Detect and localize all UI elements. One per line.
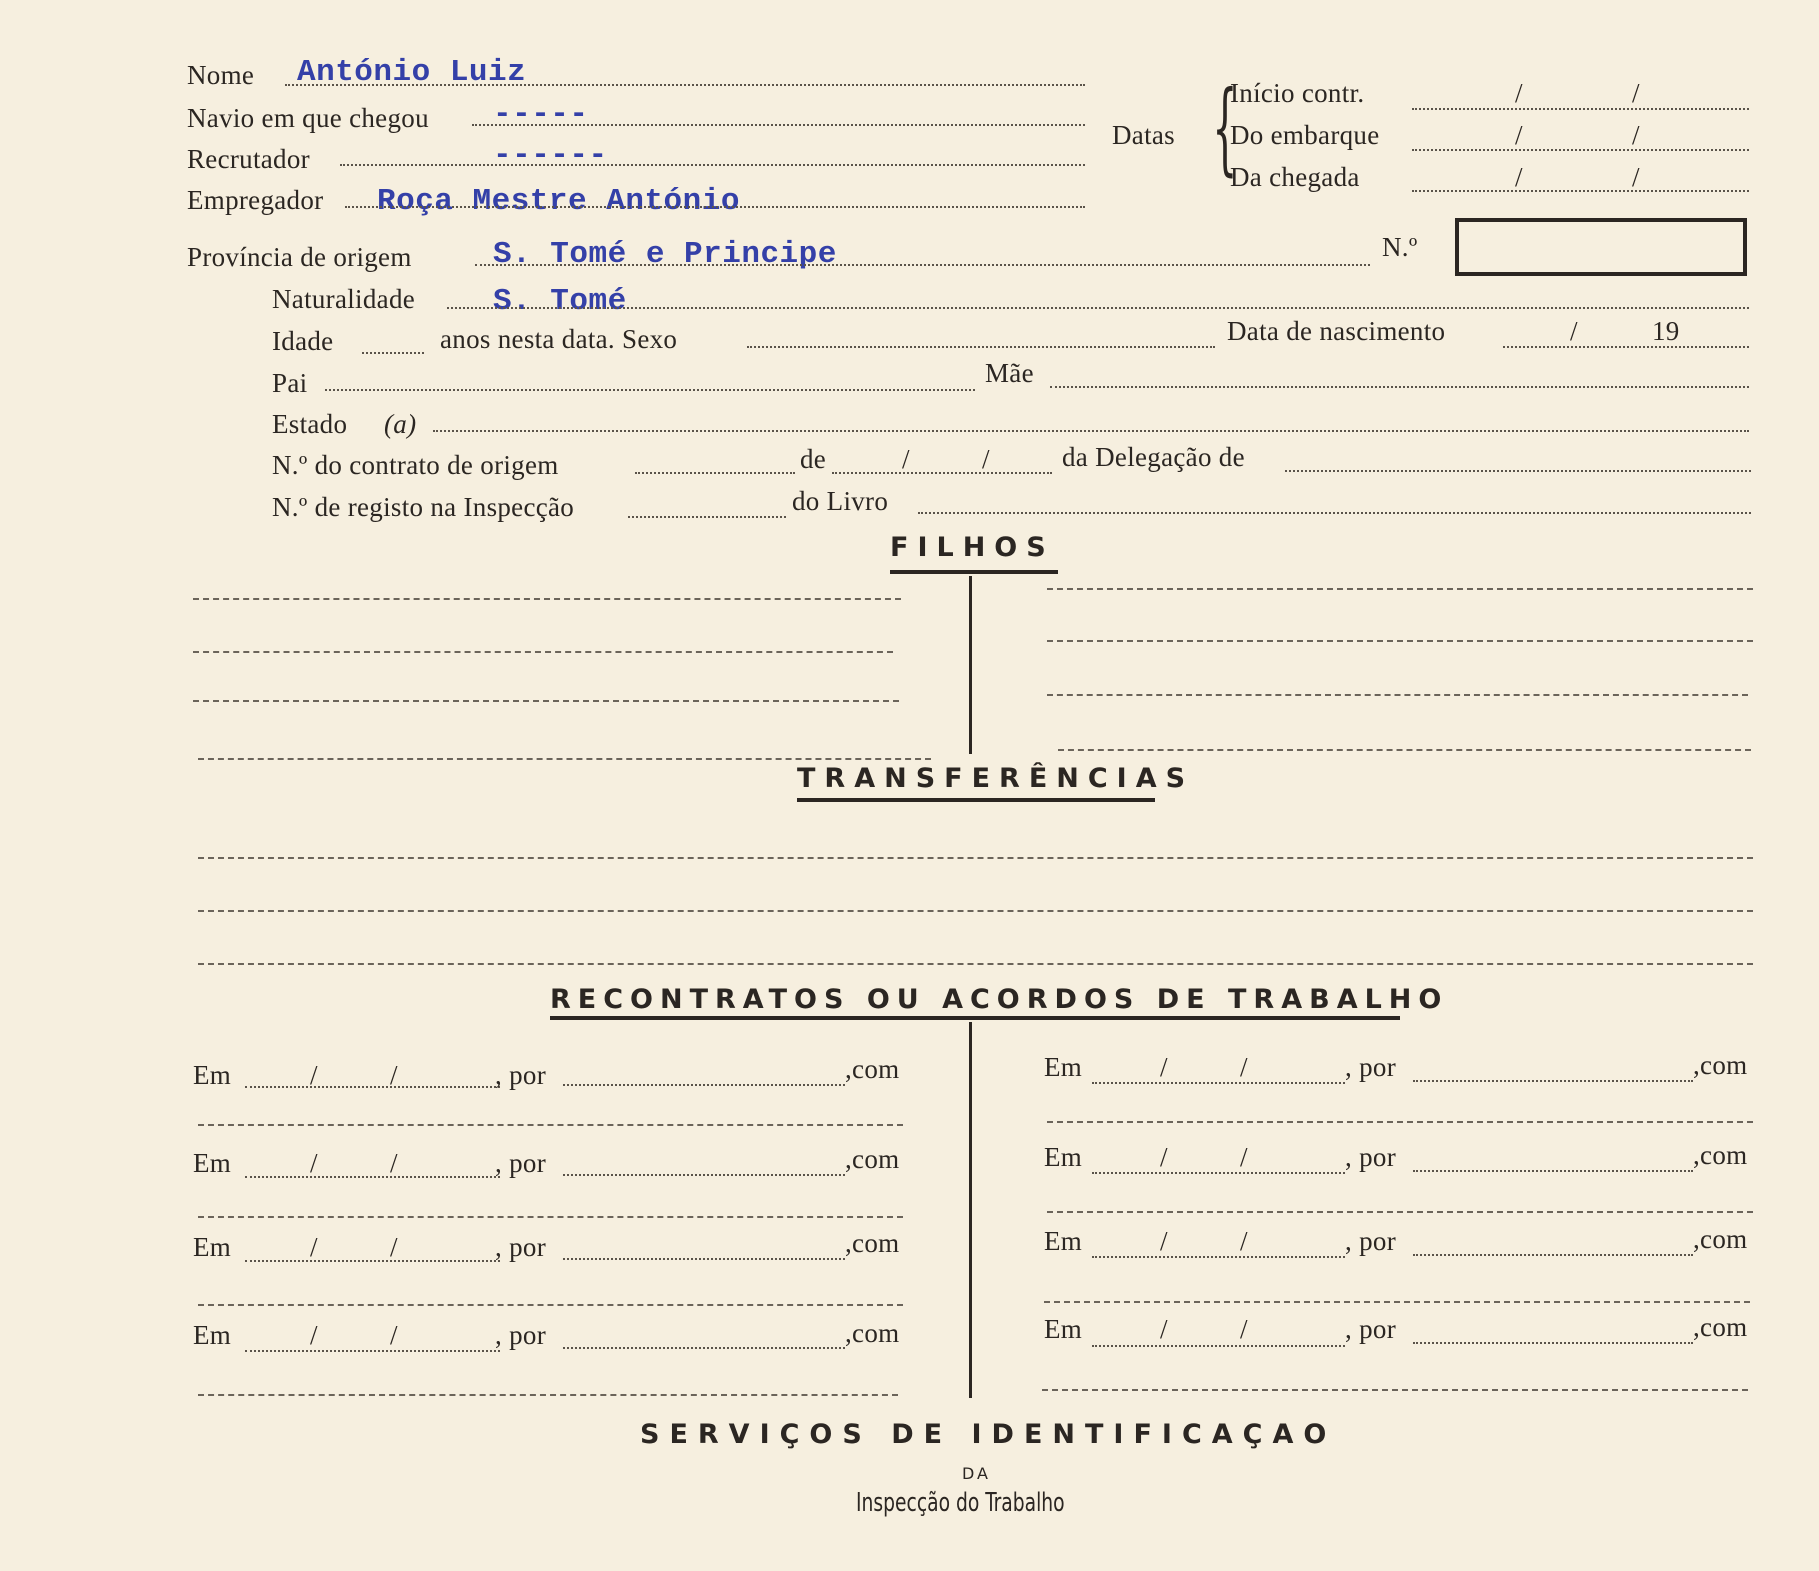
embarque-line[interactable] (1412, 149, 1749, 151)
por-line[interactable] (563, 1347, 845, 1349)
em-date-line[interactable] (245, 1350, 500, 1352)
navio-label: Navio em que chegou (187, 103, 429, 133)
nascimento-year-prefix: 19 (1652, 316, 1680, 346)
embarque-slash-2: / (1632, 120, 1640, 150)
date-slash-2: / (1240, 1226, 1248, 1256)
date-slash-2: / (1240, 1052, 1248, 1082)
com-label: ,com (845, 1054, 900, 1084)
empregador-line (345, 206, 1085, 208)
com-line[interactable] (1042, 1389, 1748, 1391)
com-line[interactable] (1044, 1301, 1750, 1303)
em-label: Em (193, 1320, 232, 1350)
chegada-slash-1: / (1515, 162, 1523, 192)
pai-label: Pai (272, 368, 308, 398)
date-slash-1: / (1160, 1052, 1168, 1082)
em-date-line[interactable] (1092, 1256, 1345, 1258)
com-line[interactable] (198, 1394, 898, 1396)
com-line[interactable] (198, 1216, 903, 1218)
provincia-line (475, 264, 1370, 266)
por-line[interactable] (563, 1084, 845, 1086)
transferencias-heading: TRANSFERÊNCIAS (797, 763, 1195, 794)
nascimento-line[interactable] (1503, 346, 1749, 348)
estado-label: Estado (272, 409, 348, 439)
empregador-label: Empregador (187, 185, 324, 215)
filhos-left-line-3[interactable] (193, 700, 899, 702)
nome-label: Nome (187, 60, 255, 90)
nome-value[interactable]: António Luiz (297, 55, 527, 90)
contrato-slash-2: / (982, 444, 990, 474)
footer-inspeccao: Inspecção do Trabalho (856, 1488, 1065, 1518)
em-date-line[interactable] (1092, 1345, 1345, 1347)
nome-line (285, 84, 1085, 86)
empregador-value[interactable]: Roça Mestre António (377, 184, 740, 219)
naturalidade-line (447, 307, 1749, 309)
filhos-left-line-4[interactable] (198, 758, 931, 760)
em-label: Em (193, 1232, 232, 1262)
mae-line[interactable] (1050, 386, 1749, 388)
naturalidade-value[interactable]: S. Tomé (493, 284, 627, 319)
datas-brace: { (1212, 69, 1238, 186)
filhos-heading: FILHOS (890, 532, 1055, 563)
contrato-label: N.º do contrato de origem (272, 450, 559, 480)
date-slash-1: / (310, 1232, 318, 1262)
date-slash-1: / (1160, 1226, 1168, 1256)
date-slash-1: / (1160, 1142, 1168, 1172)
contrato-line[interactable] (635, 472, 795, 474)
por-label: , por (495, 1232, 546, 1262)
date-slash-2: / (390, 1232, 398, 1262)
date-slash-2: / (1240, 1142, 1248, 1172)
filhos-divider (969, 576, 972, 754)
recontratos-divider (969, 1022, 972, 1398)
date-slash-2: / (1240, 1314, 1248, 1344)
em-label: Em (1044, 1314, 1083, 1344)
delegacao-line[interactable] (1285, 470, 1751, 472)
por-line[interactable] (563, 1174, 845, 1176)
transferencias-line-2[interactable] (198, 910, 1753, 912)
date-slash-1: / (310, 1060, 318, 1090)
footer-da: DA (962, 1464, 991, 1483)
estado-line[interactable] (433, 430, 1749, 432)
por-line[interactable] (563, 1258, 845, 1260)
recrutador-line (340, 164, 1085, 166)
nascimento-label: Data de nascimento (1227, 316, 1446, 346)
date-slash-1: / (310, 1148, 318, 1178)
filhos-underline (890, 570, 1058, 574)
com-label: ,com (1693, 1312, 1748, 1342)
com-label: ,com (845, 1144, 900, 1174)
por-line[interactable] (1413, 1080, 1693, 1082)
registo-label: N.º de registo na Inspecção (272, 492, 575, 522)
recontratos-heading: RECONTRATOS OU ACORDOS DE TRABALHO (550, 984, 1449, 1015)
filhos-right-line-1[interactable] (1047, 588, 1753, 590)
datas-label: Datas (1112, 120, 1175, 150)
chegada-label: Da chegada (1230, 162, 1360, 192)
transferencias-line-3[interactable] (198, 963, 1753, 965)
com-line[interactable] (198, 1304, 903, 1306)
date-slash-1: / (310, 1320, 318, 1350)
em-label: Em (193, 1060, 232, 1090)
em-date-line[interactable] (1092, 1172, 1345, 1174)
date-slash-1: / (1160, 1314, 1168, 1344)
recrutador-value[interactable]: ------ (493, 138, 608, 173)
por-label: , por (1345, 1052, 1396, 1082)
filhos-left-line-2[interactable] (193, 651, 893, 653)
chegada-line[interactable] (1412, 190, 1749, 192)
com-label: ,com (1693, 1140, 1748, 1170)
navio-line (472, 124, 1085, 126)
date-slash-2: / (390, 1060, 398, 1090)
em-date-line[interactable] (1092, 1082, 1345, 1084)
registo-line[interactable] (628, 516, 786, 518)
por-label: , por (1345, 1226, 1396, 1256)
por-label: , por (495, 1148, 546, 1178)
com-label: ,com (845, 1228, 900, 1258)
date-slash-2: / (390, 1320, 398, 1350)
em-label: Em (1044, 1226, 1083, 1256)
por-label: , por (1345, 1142, 1396, 1172)
recrutador-label: Recrutador (187, 144, 310, 174)
em-date-line[interactable] (245, 1086, 500, 1088)
inicio-line[interactable] (1412, 108, 1749, 110)
transferencias-line-1[interactable] (198, 857, 1753, 859)
mae-label: Mãe (985, 358, 1034, 388)
por-label: , por (495, 1320, 546, 1350)
embarque-slash-1: / (1515, 120, 1523, 150)
numero-label: N.º (1382, 232, 1418, 262)
por-line[interactable] (1413, 1342, 1693, 1344)
footer-servicos: SERVIÇOS DE IDENTIFICAÇAO (640, 1419, 1337, 1450)
contrato-de-label: de (800, 444, 827, 474)
pai-line[interactable] (325, 389, 975, 391)
com-line[interactable] (198, 1124, 903, 1126)
em-label: Em (1044, 1142, 1083, 1172)
inicio-slash-2: / (1632, 78, 1640, 108)
provincia-value[interactable]: S. Tomé e Principe (493, 237, 837, 272)
idade-line[interactable] (362, 352, 424, 354)
numero-box[interactable] (1455, 218, 1747, 276)
em-label: Em (1044, 1052, 1083, 1082)
livro-line[interactable] (918, 512, 1751, 514)
com-label: ,com (1693, 1224, 1748, 1254)
por-label: , por (1345, 1314, 1396, 1344)
contrato-date-line[interactable] (832, 472, 1052, 474)
livro-label: do Livro (792, 486, 889, 516)
anos-sexo-label: anos nesta data. Sexo (440, 324, 678, 354)
filhos-right-line-4[interactable] (1058, 749, 1751, 751)
com-line[interactable] (1047, 1121, 1753, 1123)
idade-label: Idade (272, 326, 334, 356)
com-label: ,com (845, 1318, 900, 1348)
chegada-slash-2: / (1632, 162, 1640, 192)
date-slash-2: / (390, 1148, 398, 1178)
com-label: ,com (1693, 1050, 1748, 1080)
naturalidade-label: Naturalidade (272, 284, 416, 314)
filhos-right-line-2[interactable] (1047, 640, 1753, 642)
inicio-slash-1: / (1515, 78, 1523, 108)
inicio-label: Início contr. (1230, 78, 1365, 108)
contrato-slash-1: / (902, 444, 910, 474)
por-line[interactable] (1413, 1254, 1693, 1256)
em-label: Em (193, 1148, 232, 1178)
filhos-right-line-3[interactable] (1047, 694, 1748, 696)
estado-note: (a) (384, 409, 417, 439)
recontratos-underline (550, 1016, 1400, 1020)
nascimento-slash: / (1570, 316, 1578, 346)
por-label: , por (495, 1060, 546, 1090)
em-date-line[interactable] (245, 1260, 500, 1262)
delegacao-label: da Delegação de (1062, 442, 1245, 472)
com-line[interactable] (1047, 1211, 1753, 1213)
filhos-left-line-1[interactable] (193, 598, 901, 600)
provincia-label: Província de origem (187, 242, 412, 272)
em-date-line[interactable] (245, 1176, 500, 1178)
embarque-label: Do embarque (1230, 120, 1380, 150)
navio-value[interactable]: ----- (493, 97, 589, 132)
transferencias-underline (797, 798, 1155, 802)
por-line[interactable] (1413, 1170, 1693, 1172)
sexo-line[interactable] (747, 346, 1215, 348)
